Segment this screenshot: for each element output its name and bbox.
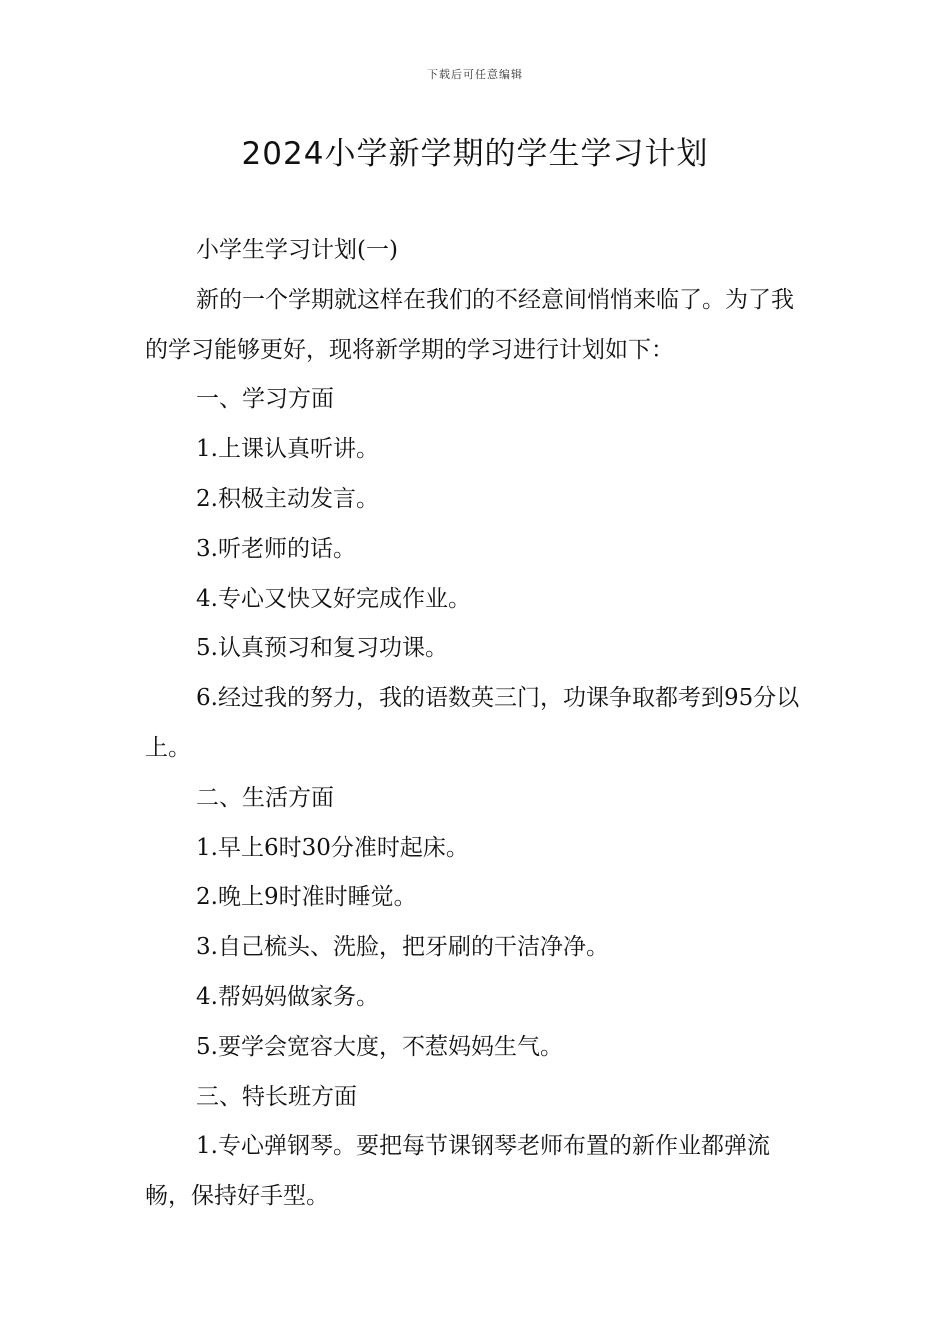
list-item: 3.听老师的话。 [196, 535, 356, 562]
list-item: 1.专心弹钢琴。要把每节课钢琴老师布置的新作业都弹流畅，保持好手型。 [145, 1133, 770, 1210]
paragraph-intro: 新的一个学期就这样在我们的不经意间悄悄来临了。为了我的学习能够更好，现将新学期的学习进行计划如下： [145, 286, 794, 363]
document-body [145, 226, 810, 1222]
list-item: 5.认真预习和复习功课。 [196, 635, 448, 662]
section-heading-study: 一、学习方面 [196, 386, 334, 413]
list-item: 4.专心又快又好完成作业。 [196, 585, 471, 612]
section-heading-specialty: 三、特长班方面 [196, 1083, 357, 1110]
list-item: 1.上课认真听讲。 [196, 436, 379, 463]
header-note: 下载后可任意编辑 [427, 68, 523, 81]
document-title: 2024小学新学期的学生学习计划 [241, 136, 709, 172]
list-item: 5.要学会宽容大度，不惹妈妈生气。 [196, 1033, 563, 1060]
list-item: 4.帮妈妈做家务。 [196, 983, 379, 1010]
list-item: 3.自己梳头、洗脸，把牙刷的干洁净净。 [196, 934, 609, 961]
paragraph-subtitle: 小学生学习计划(一) [196, 237, 398, 263]
list-item: 2.积极主动发言。 [196, 485, 379, 512]
section-heading-life: 二、生活方面 [196, 784, 334, 811]
list-item: 1.早上6时30分准时起床。 [196, 834, 469, 861]
list-item: 6.经过我的努力，我的语数英三门，功课争取都考到95分以上。 [145, 685, 800, 761]
list-item: 2.晚上9时准时睡觉。 [196, 884, 417, 911]
